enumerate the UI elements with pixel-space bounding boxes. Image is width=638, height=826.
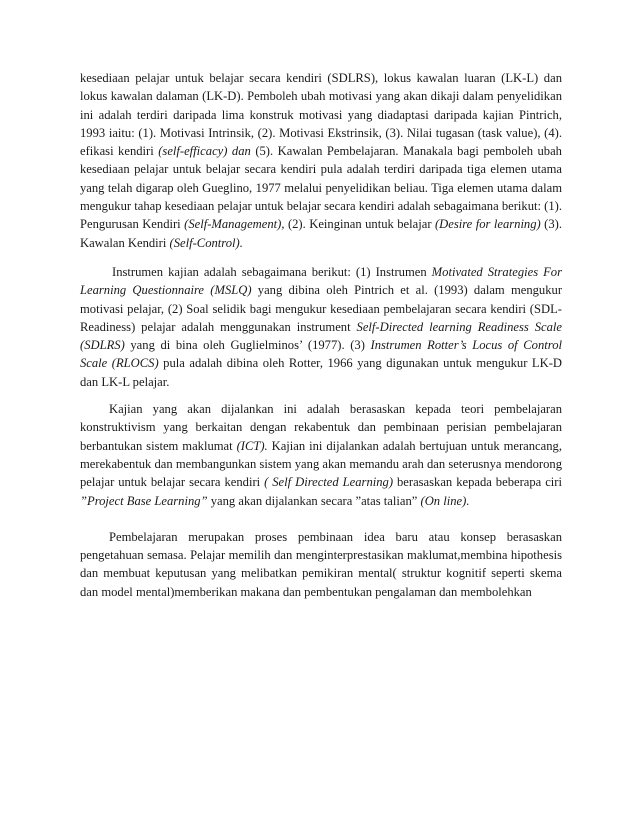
paragraph-3: [80, 400, 562, 510]
paragraph-4: [80, 528, 562, 601]
text-run: Kajian ini dijalankan adalah bertujuan untuk merancang, merekabentuk dan membangunkan sistem yang akan memandu arah dan seterusnya mendorong pelajar untuk belajar secara kendiri: [80, 438, 562, 490]
italic-text-run: (ICT).: [236, 438, 268, 453]
text-run: pula adalah dibina oleh Rotter, 1966 yang digunakan untuk mengukur LK-D dan LK-L pelajar.: [80, 356, 562, 389]
italic-text-run: Instrumen Rotter’s Locus of Control Scale (RLOCS): [80, 338, 563, 371]
paragraph-1: [80, 69, 562, 252]
italic-text-run: ”Project Base Learning”: [80, 493, 208, 508]
paragraph-2: [80, 263, 562, 391]
text-run: Instrumen kajian adalah sebagaimana berikut: (1) Instrumen: [112, 264, 432, 279]
text-run: berasaskan kepada beberapa ciri: [393, 475, 562, 490]
italic-text-run: Self-Directed learning Readiness Scale (SDLRS): [80, 319, 562, 353]
italic-text-run: (Self-Management),: [184, 217, 285, 232]
document-page: [80, 69, 562, 601]
text-run: (5). Kawalan Pembelajaran. Manakala bagi pemboleh ubah kesediaan pelajar untuk belajar secara kendiri pula adalah terdiri daripada tiga elemen utama yang telah digarap oleh Gueglino, 1977 melalui penyelidikan beliau. Tiga elemen utama dalam mengukur tahap kesediaan pelajar untuk belajar secara kendiri adalah sebagaimana berikut: (1). Pengurusan Kendiri: [80, 144, 562, 232]
italic-text-run: (self-efficacy) dan: [158, 144, 251, 159]
text-run: yang di bina oleh Guglielminos’ (1977). (3): [124, 338, 371, 353]
text-run: yang akan dijalankan secara ”atas talian”: [207, 493, 421, 508]
italic-text-run: Motivated Strategies For Learning Questionnaire (MSLQ): [80, 264, 562, 298]
italic-text-run: ( Self Directed Learning): [264, 475, 394, 490]
text-run: (2). Keinginan untuk belajar: [284, 217, 435, 232]
text-run: kesediaan pelajar untuk belajar secara kendiri (SDLRS), lokus kawalan luaran (LK-L) dan lokus kawalan dalaman (LK-D). Pemboleh ubah motivasi yang akan dikaji dalam penyelidikan ini adalah terdiri daripada lima konstruk motivasi yang diadaptasi daripada kajian Pintrich, 1993 iaitu: (1). Motivasi Intrinsik, (2). Motivasi Ekstrinsik, (3). Nilai tugasan (task value), (4). efikasi kendiri: [80, 71, 562, 159]
italic-text-run: (On line).: [420, 493, 470, 508]
italic-text-run: (Desire for learning): [434, 217, 541, 232]
text-run: Kajian yang akan dijalankan ini adalah berasaskan kepada teori pembelajaran konstruktivism yang berkaitan dengan rekabentuk dan pembinaan perisian pembelajaran berbantukan sistem maklumat: [80, 402, 562, 453]
italic-text-run: (Self-Control).: [169, 235, 243, 250]
text-run: (3). Kawalan Kendiri: [80, 217, 563, 250]
text-run: Pembelajaran merupakan proses pembinaan idea baru atau konsep berasaskan pengetahuan semasa. Pelajar memilih dan menginterprestasikan maklumat,membina hipothesis dan membuat keputusan yang melibatkan pemikiran mental( struktur kognitif seperti skema dan model mental)memberikan makana dan pembentukan pengalaman dan membolehkan: [80, 529, 562, 599]
text-run: yang dibina oleh Pintrich et al. (1993) dalam mengukur motivasi pelajar, (2) Soal selidik bagi mengukur kesediaan pembelajaran secara kendiri (SDL-Readiness) pelajar adalah menggunakan instrument: [80, 283, 563, 334]
